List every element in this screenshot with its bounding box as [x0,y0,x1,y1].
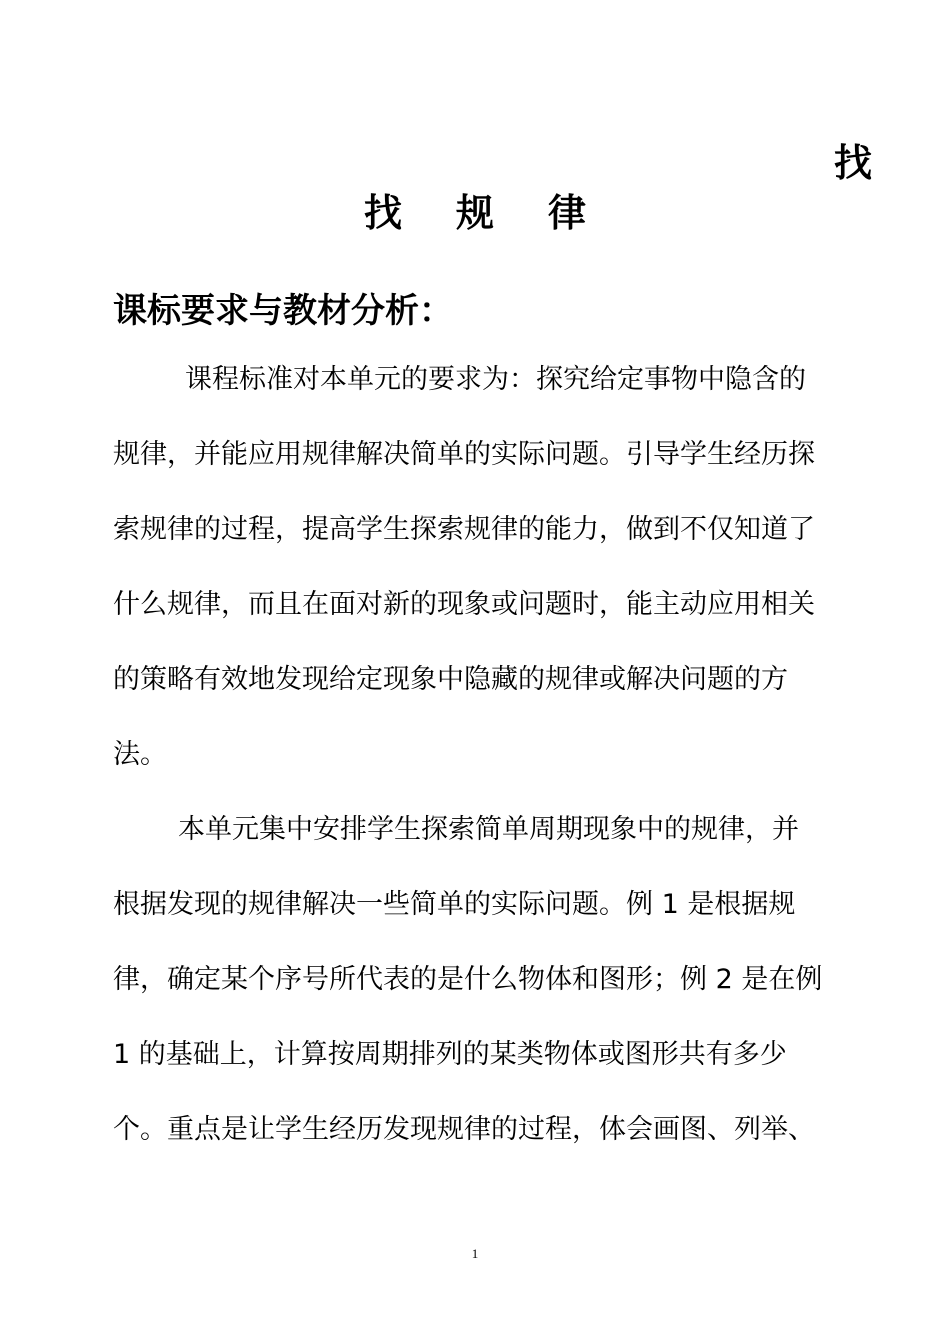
paragraph-line: 什么规律，而且在面对新的现象或问题时，能主动应用相关 [113,589,815,620]
paragraph-line: 个。重点是让学生经历发现规律的过程，体会画图、列举、 [113,1114,815,1145]
paragraph-line: 本单元集中安排学生探索简单周期现象中的规律，并 [178,814,799,845]
paragraph-line: 律，确定某个序号所代表的是什么物体和图形；例 2 是在例 [113,964,823,995]
document-title: 找规律 [363,191,640,235]
section-heading: 课标要求与教材分析： [113,291,453,331]
paragraph-line: 法。 [113,739,167,770]
paragraph-1 [113,342,839,792]
paragraph-line: 的策略有效地发现给定现象中隐藏的规律或解决问题的方 [113,664,788,695]
stray-title-char: 找 [834,141,873,185]
paragraph-line: 根据发现的规律解决一些简单的实际问题。例 1 是根据规 [113,889,796,920]
paragraph-line: 课程标准对本单元的要求为：探究给定事物中隐含的 [185,364,806,395]
paragraph-line: 1 的基础上，计算按周期排列的某类物体或图形共有多少 [113,1039,787,1070]
paragraph-line: 规律，并能应用规律解决简单的实际问题。引导学生经历探 [113,439,815,470]
page-number: 1 [471,1246,479,1261]
paragraph-2 [113,792,839,1167]
paragraph-line: 索规律的过程，提高学生探索规律的能力，做到不仅知道了 [113,514,815,545]
